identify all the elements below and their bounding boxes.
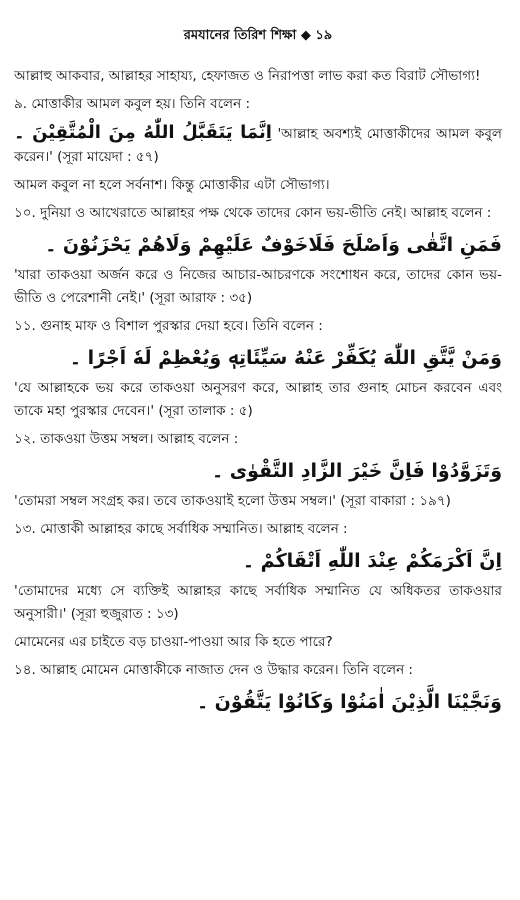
verse-with-translation [14, 121, 502, 169]
point-11-heading: ১১. গুনাহ মাফ ও বিশাল পুরস্কার দেয়া হবে। তিনি বলেন : [14, 318, 323, 334]
arabic-verse: وَتَزَوَّدُوْا فَاِنَّ خَيْرَ الزَّادِ التَّقْوٰى ۔ [211, 460, 502, 482]
paragraph: মোমেনের এর চাইতে বড় চাওয়া-পাওয়া আর কি হতে পারে? [14, 634, 333, 650]
arabic-verse: فَمَنِ اتَّقٰى وَاَصْلَحَ فَلَاخَوْفٌ عَلَيْهِمْ وَلَاهُمْ يَحْزَنُوْنَ ۔ [45, 234, 502, 256]
verse-translation: 'যারা তাকওয়া অর্জন করে ও নিজের আচার-আচরণকে সংশোধন করে, তাদের কোন ভয়-ভীতি ও পেরেশানী নেই।' (সূরা আরাফ : ৩৫) [14, 267, 502, 306]
point-12-heading: ১২. তাকওয়া উত্তম সম্বল। আল্লাহ বলেন : [14, 431, 239, 447]
verse-translation: 'তোমাদের মধ্যে সে ব্যক্তিই আল্লাহর কাছে সর্বাধিক সম্মানিত যে অধিকতর তাকওয়ার অনুসারী।' (সূরা হুজুরাত : ১৩) [14, 583, 502, 622]
arabic-verse: وَمَنْ يَّتَّقِ اللّٰهَ يُكَفِّرْ عَنْهُ سَيِّئَاتِهٖ وَيُعْظِمْ لَهٗ اَجْرًا ۔ [69, 347, 502, 369]
point-14-heading: ১৪. আল্লাহ মোমেন মোত্তাকীকে নাজাত দেন ও উদ্ধার করেন। তিনি বলেন : [14, 662, 413, 678]
verse-translation: 'যে আল্লাহকে ভয় করে তাকওয়া অনুসরণ করে, আল্লাহ তার গুনাহ মোচন করবেন এবং তাকে মহা পুরস্কার দেবেন।' (সূরা তালাক : ৫) [14, 380, 502, 419]
point-10-heading: ১০. দুনিয়া ও আখেরাতে আল্লাহর পক্ষ থেকে তাদের কোন ভয়-ভীতি নেই। আল্লাহ বলেন : [14, 205, 492, 221]
point-13-heading: ১৩. মোত্তাকী আল্লাহর কাছে সর্বাধিক সম্মানিত। আল্লাহ বলেন : [14, 521, 348, 537]
paragraph: আমল কবুল না হলে সর্বনাশ। কিন্তু মোত্তাকীর এটা সৌভাগ্য। [14, 177, 330, 193]
point-9-heading: ৯. মোত্তাকীর আমল কবুল হয়। তিনি বলেন : [14, 96, 250, 112]
arabic-verse: وَنَجَّيْنَا الَّذِيْنَ اٰمَنُوْا وَكَانُوْا يَتَّقُوْنَ ۔ [196, 691, 502, 713]
arabic-verse: اِنَّ اَكْرَمَكُمْ عِنْدَ اللّٰهِ اَتْقَاكُمْ ۔ [242, 550, 502, 572]
page-header: রমযানের তিরিশ শিক্ষা ◆ ১৯ [183, 28, 333, 43]
verse-translation: 'তোমরা সম্বল সংগ্রহ কর। তবে তাকওয়াই হলো উত্তম সম্বল।' (সূরা বাকারা : ১৯৭) [14, 493, 451, 509]
verse-translation: 'আল্লাহ অবশ্যই মোত্তাকীদের আমল কবুল করেন।' (সূরা মায়েদা : ৫৭) [14, 126, 502, 165]
arabic-verse: اِنَّمَا يَتَقَبَّلُ اللّٰهُ مِنَ الْمُتَّقِيْنَ ۔ [14, 122, 272, 143]
paragraph: আল্লাহু আকবার, আল্লাহর সাহায্য, হেফাজত ও নিরাপত্তা লাভ করা কত বিরাট সৌভাগ্য! [14, 68, 481, 84]
